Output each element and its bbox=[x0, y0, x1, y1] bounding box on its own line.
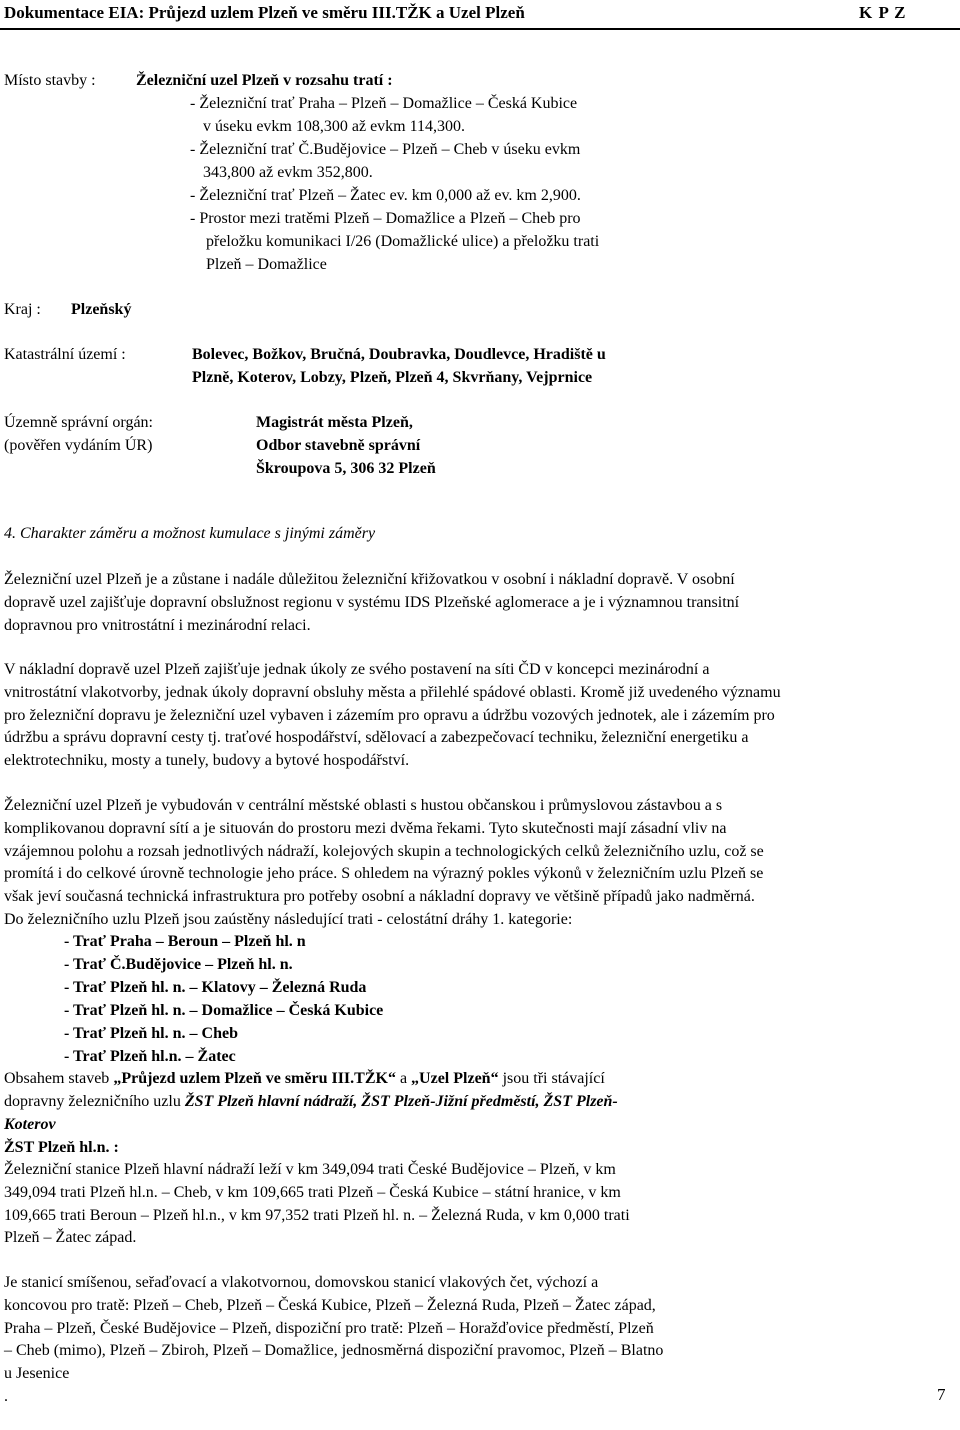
scope-mid: a bbox=[395, 1070, 412, 1087]
scope-line bbox=[4, 1068, 605, 1091]
authority-label: Územně správní orgán: bbox=[4, 414, 153, 431]
text-line: promítá i do celkové úrovně technologie jeho práce. S ohledem na výrazný pokles výkonů v železničním uzlu Plzeň se bbox=[4, 865, 764, 883]
cadastral-label: Katastrální území : bbox=[4, 346, 126, 363]
site-line: - Prostor mezi tratěmi Plzeň – Domažlice a Plzeň – Cheb pro bbox=[190, 210, 581, 227]
track-item: - Trať Plzeň hl. n. – Cheb bbox=[64, 1025, 238, 1042]
text-line: Železniční uzel Plzeň je vybudován v centrální městské oblasti s hustou občanskou i průmyslovou zástavbou a s bbox=[4, 797, 723, 814]
scope-prefix: Obsahem staveb bbox=[4, 1070, 114, 1087]
text-line: V nákladní dopravě uzel Plzeň zajišťuje jednak úkoly ze svého postavení na síti ČD v koncepci mezinárodní a bbox=[4, 661, 710, 678]
track-item: - Trať Plzeň hl.n. – Žatec bbox=[64, 1048, 236, 1065]
text-line: Plzeň – Žatec západ. bbox=[4, 1229, 137, 1247]
paragraph-2 bbox=[4, 659, 956, 773]
authority-value: Magistrát města Plzeň, bbox=[256, 414, 413, 431]
site-value: Železniční uzel Plzeň v rozsahu tratí : bbox=[136, 72, 393, 89]
text-line: Je stanicí smíšenou, seřaďovací a vlakotvornou, domovskou stanicí vlakových čet, výchozí a bbox=[4, 1274, 599, 1291]
text-line: 349,094 trati Plzeň hl.n. – Cheb, v km 109,665 trati Plzeň – Česká Kubice – státní hranice, v km bbox=[4, 1183, 621, 1201]
region-value: Plzeňský bbox=[71, 301, 132, 318]
text-line: dopravě uzel zajišťuje dopravní obslužnost regionu v systému IDS Plzeňské aglomerace a je i významnou transitní bbox=[4, 593, 740, 611]
site-label: Místo stavby : bbox=[4, 72, 96, 89]
paragraph-3 bbox=[4, 795, 956, 932]
text-line: vzájemnou polohu a rozsah jednotlivých nádraží, kolejových skupin a technologických celků železničního uzlu, což se bbox=[4, 842, 764, 860]
station-list: ŽST Plzeň hlavní nádraží, ŽST Plzeň-Jižní předměstí, ŽST Plzeň- bbox=[184, 1093, 618, 1110]
cadastral-line: Plzně, Koterov, Lobzy, Plzeň, Plzeň 4, Skvrňany, Vejprnice bbox=[192, 369, 593, 386]
region-label: Kraj : bbox=[4, 301, 41, 318]
text-line: Do železničního uzlu Plzeň jsou zaústěny následující trati - celostátní dráhy 1. kategorie: bbox=[4, 910, 573, 928]
track-item: - Trať Praha – Beroun – Plzeň hl. n bbox=[64, 933, 306, 950]
section-heading: 4. Charakter záměru a možnost kumulace s jinými záměry bbox=[4, 525, 376, 542]
project-name-1: „Průjezd uzlem Plzeň ve směru III.TŽK“ bbox=[113, 1070, 396, 1087]
paragraph-4 bbox=[4, 1159, 956, 1250]
text-line: Praha – Plzeň, České Budějovice – Plzeň, dispoziční pro tratě: Plzeň – Horažďovice předměstí, Plzeň bbox=[4, 1319, 654, 1337]
site-line: - Železniční trať Plzeň – Žatec ev. km 0,000 až ev. km 2,900. bbox=[190, 187, 581, 204]
header-divider bbox=[0, 28, 960, 30]
scope-suffix: jsou tři stávající bbox=[498, 1070, 605, 1087]
document-title: Dokumentace EIA: Průjezd uzlem Plzeň ve směru III.TŽK a Uzel Plzeň bbox=[4, 3, 525, 22]
text-line: však jeví současná technická infrastruktura pro potřeby osobní a nákladní dopravy ve většině případů jako nadměrná. bbox=[4, 888, 755, 906]
project-name-2: „Uzel Plzeň“ bbox=[411, 1070, 499, 1087]
text-line: – Cheb (mimo), Plzeň – Zbiroh, Plzeň – Domažlice, jednosměrná dispoziční pravomoc, Plzeň – Blatno bbox=[4, 1342, 664, 1360]
scope-line bbox=[4, 1091, 618, 1114]
document-code: K P Z bbox=[859, 3, 907, 22]
text-line: údržbu a správu dopravní cesty tj. traťové hospodářství, sdělovací a zabezpečovací techniku, železniční energetiku a bbox=[4, 729, 749, 747]
site-line: Plzeň – Domažlice bbox=[206, 256, 327, 273]
site-line: přeložku komunikaci I/26 (Domažlické ulice) a přeložku trati bbox=[206, 233, 600, 250]
cadastral-line: Bolevec, Božkov, Bručná, Doubravka, Doudlevce, Hradiště u bbox=[192, 346, 606, 363]
track-item: - Trať Č.Budějovice – Plzeň hl. n. bbox=[64, 956, 293, 973]
station-heading: ŽST Plzeň hl.n. : bbox=[4, 1139, 119, 1156]
site-line: - Železniční trať Č.Budějovice – Plzeň – Cheb v úseku evkm bbox=[190, 141, 581, 158]
site-line: 343,800 až evkm 352,800. bbox=[203, 164, 373, 181]
site-line: - Železniční trať Praha – Plzeň – Domažlice – Česká Kubice bbox=[190, 95, 578, 112]
text-line: u Jesenice bbox=[4, 1365, 70, 1383]
authority-value: Odbor stavebně správní bbox=[256, 437, 421, 454]
text-line: Železniční stanice Plzeň hlavní nádraží leží v km 349,094 trati České Budějovice – Plzeň, v km bbox=[4, 1161, 616, 1178]
station-list-continued: Koterov bbox=[4, 1116, 56, 1133]
text-line: koncovou pro tratě: Plzeň – Cheb, Plzeň – Česká Kubice, Plzeň – Železná Ruda, Plzeň – Žatec západ, bbox=[4, 1296, 656, 1314]
track-item: - Trať Plzeň hl. n. – Klatovy – Železná Ruda bbox=[64, 979, 367, 996]
paragraph-1 bbox=[4, 569, 956, 637]
scope-line2-prefix: dopravny železničního uzlu bbox=[4, 1093, 185, 1110]
page-number: 7 bbox=[937, 1385, 946, 1404]
text-line: pro železniční dopravu je železniční uzel vybaven i zázemím pro opravu a údržbu vozových jednotek, ale i zázemím pro bbox=[4, 706, 775, 724]
text-line: 109,665 trati Beroun – Plzeň hl.n., v km 97,352 trati Plzeň hl. n. – Železná Ruda, v km 0,000 trati bbox=[4, 1206, 630, 1224]
text-line: vnitrostátní vlakotvorby, jednak úkoly dopravní obsluhy města a přilehlé spádové oblasti. Kromě již uvedeného významu bbox=[4, 683, 781, 701]
track-item: - Trať Plzeň hl. n. – Domažlice – Česká Kubice bbox=[64, 1002, 384, 1019]
text-line: Železniční uzel Plzeň je a zůstane i nadále důležitou železniční křižovatkou v osobní i nákladní dopravě. V osobní bbox=[4, 571, 735, 588]
text-line: . bbox=[4, 1387, 8, 1405]
text-line: komplikovanou dopravní sítí a je situován do prostoru mezi dvěma řekami. Tyto skutečnosti mají zásadní vliv na bbox=[4, 819, 727, 837]
text-line: elektrotechniku, mosty a tunely, budovy a bytové hospodářství. bbox=[4, 752, 410, 770]
text-line: dopravnou pro vnitrostátní i mezinárodní relaci. bbox=[4, 616, 311, 634]
paragraph-5 bbox=[4, 1272, 956, 1409]
site-line: v úseku evkm 108,300 až evkm 114,300. bbox=[203, 118, 466, 135]
authority-label-note: (pověřen vydáním ÚR) bbox=[4, 437, 153, 454]
authority-value: Škroupova 5, 306 32 Plzeň bbox=[256, 460, 436, 477]
